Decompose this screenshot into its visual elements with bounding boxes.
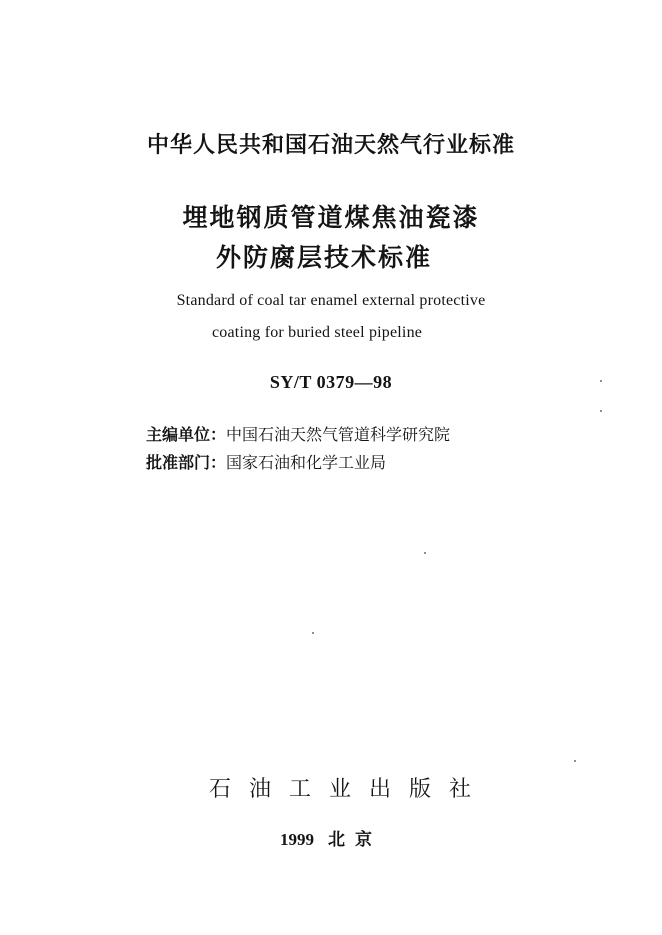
document-title-line2: 外防腐层技术标准 [216, 243, 433, 272]
publication-year: 1999 [280, 830, 314, 849]
publication-place-date [0, 825, 662, 850]
scan-speck [600, 380, 602, 382]
document-title-line1: 埋地钢质管道煤焦油瓷漆 [182, 203, 480, 232]
industry-standard-heading: 中华人民共和国石油天然气行业标准 [146, 133, 515, 158]
drafting-unit-label: 主编单位： [146, 425, 227, 444]
approval-dept-label: 批准部门： [146, 453, 227, 472]
english-title-line2: coating for buried steel pipeline [212, 324, 423, 341]
scan-speck [312, 632, 314, 634]
approval-dept-row [146, 450, 386, 473]
approval-dept-value: 国家石油和化学工业局 [226, 453, 387, 472]
scan-speck [424, 552, 426, 554]
standard-number: SY/T 0379—98 [269, 372, 393, 392]
english-title-line1: Standard of coal tar enamel external protective [176, 292, 486, 309]
publisher-name: 石油工业出版社 [208, 777, 489, 802]
drafting-unit-row [146, 422, 450, 445]
scan-speck [600, 410, 602, 412]
publication-city: 北京 [328, 830, 382, 850]
drafting-unit-value: 中国石油天然气管道科学研究院 [226, 425, 451, 444]
scan-speck [574, 760, 576, 762]
